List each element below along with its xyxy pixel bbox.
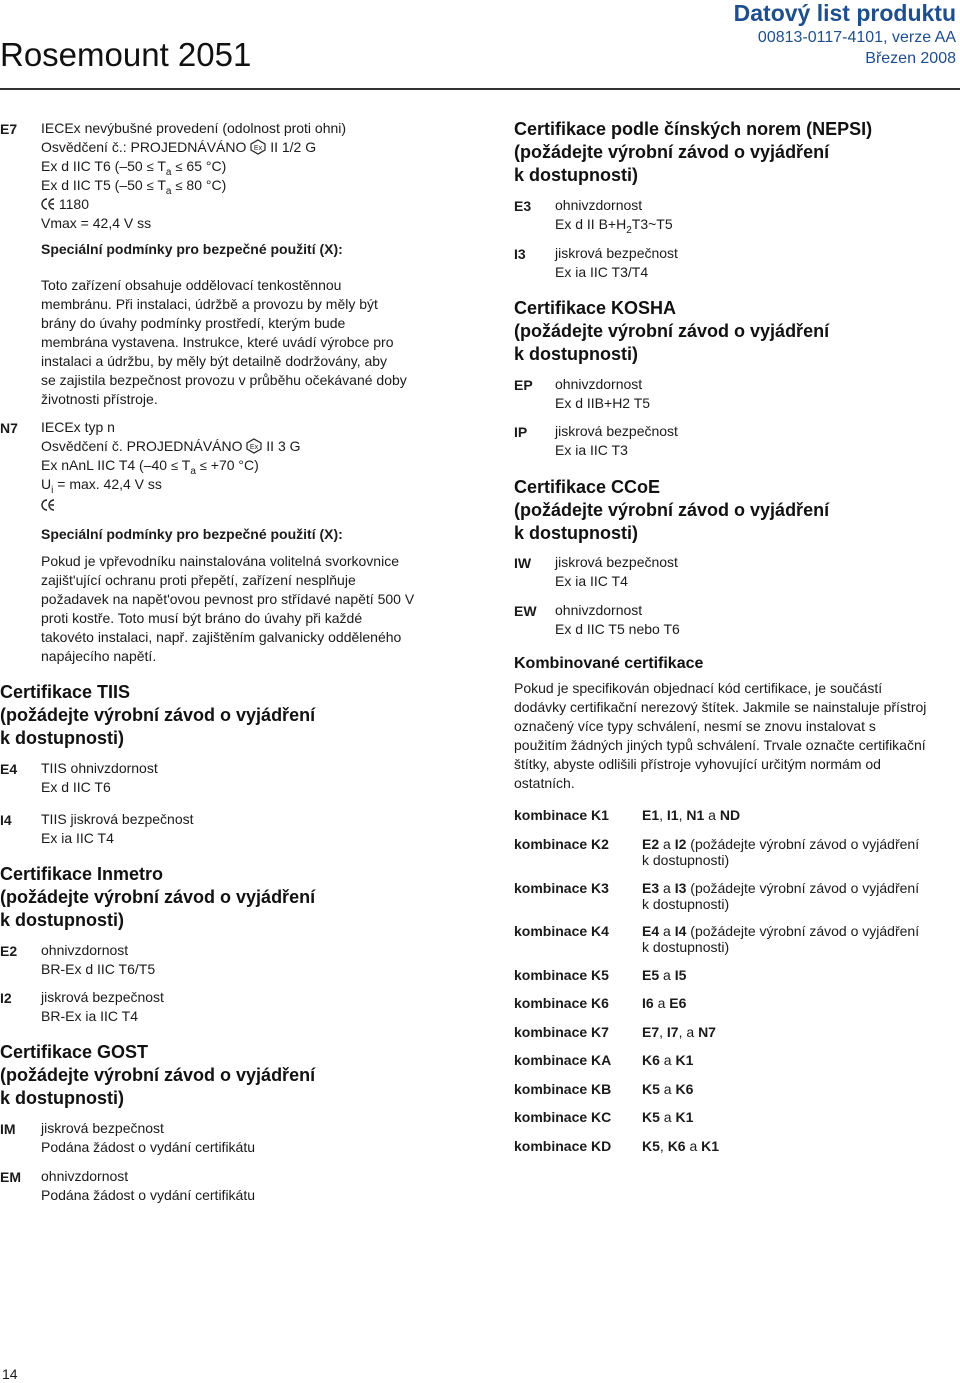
ce-mark-icon [41, 198, 55, 210]
n7-line4: $U_i = \max$. 42,4 V ss [41, 476, 162, 496]
combined-para-4: použitím žádných jiných typů schválení. Trvale označte certifikační [514, 737, 926, 753]
header-rule [0, 88, 960, 90]
combined-para-2: dodávky certifikační nerezový štítek. Jakmile se nainstaluje přístroj [514, 699, 927, 715]
code-e4: E4 [0, 761, 18, 777]
combo-key-kb: kombinace KB [514, 1081, 612, 1097]
ex-mark-icon [250, 139, 266, 155]
i3-line2: Ex ia IIC T3/T4 [555, 264, 649, 280]
e7-para-7: životnosti přístroje. [41, 391, 158, 407]
ep-line1: ohnivzdornost [555, 376, 643, 392]
n7-para-6: napájecího napětí. [41, 648, 157, 664]
n7-para-2: zajišt'ující ochranu proti přepětí, zařízení nesplňuje [41, 572, 356, 588]
gost-heading-3: k dostupnosti) [0, 1088, 124, 1108]
code-i2: I2 [0, 990, 12, 1006]
gost-heading-1: Certifikace GOST [0, 1042, 149, 1062]
combo-value-k1: E1, I1, N1 a ND [642, 807, 741, 823]
e2-line1: ohnivzdornost [41, 942, 129, 958]
code-i3: I3 [514, 246, 526, 262]
le-symbol-icon: ≤ [170, 458, 179, 473]
combo-value-k7: E7, I7, a N7 [642, 1024, 716, 1040]
combo-note-k4: k dostupnosti) [642, 939, 730, 955]
e7-line6: Vmax = 42,4 V ss [41, 215, 152, 231]
combo-value-k3: E3 a I3 (požádejte výrobní závod o vyjádření [642, 880, 920, 896]
n7-para-4: proti kostře. Toto musí být bráno do úvahy při každé [41, 610, 363, 626]
nepsi-heading-1: Certifikace podle čínských norem (NEPSI) [514, 119, 873, 139]
i4-line2: Ex ia IIC T4 [41, 830, 114, 846]
svg-text:Ex: Ex [254, 145, 263, 152]
e3-line1: ohnivzdornost [555, 197, 643, 213]
ip-line2: Ex ia IIC T3 [555, 442, 628, 458]
code-i4: I4 [0, 812, 12, 828]
im-line1: jiskrová bezpečnost [41, 1120, 164, 1136]
i2-line1: jiskrová bezpečnost [41, 989, 164, 1005]
datasheet-title: Datový list produktu [733, 0, 956, 26]
code-e2: E2 [0, 943, 18, 959]
page-number: 14 [2, 1366, 18, 1382]
e7-line2: Osvědčení č.: PROJEDNÁVÁNO Ex II 1/2 G [41, 139, 317, 155]
combo-note-k2: k dostupnosti) [642, 852, 730, 868]
le-symbol-icon: ≤ [146, 159, 154, 174]
combined-para-5: štítky, abyste odlišili přístroje vyhovující určitým normám od [514, 756, 881, 772]
code-iw: IW [514, 555, 532, 571]
nepsi-heading-3: k dostupnosti) [514, 165, 638, 185]
n7-special-heading: Speciální podmínky pro bezpečné použití (X): [41, 526, 343, 542]
n7-line5 [41, 497, 55, 516]
e7-para-2: membránu. Při instalaci, údržbě a provozu by měly být [41, 296, 378, 312]
combo-key-k1: kombinace K1 [514, 807, 609, 823]
combo-value-kc: K5 a K1 [642, 1109, 694, 1125]
combo-key-k4: kombinace K4 [514, 923, 609, 939]
le-symbol-icon: ≤ [175, 178, 183, 193]
ce-mark-icon [41, 499, 55, 511]
combo-value-ka: K6 a K1 [642, 1052, 694, 1068]
code-ew: EW [514, 603, 537, 619]
combo-value-kd: K5, K6 a K1 [642, 1138, 720, 1154]
n7-para-1: Pokud je vpřevodníku nainstalována volitelná svorkovnice [41, 553, 399, 569]
combo-note-k3: k dostupnosti) [642, 896, 730, 912]
ew-line2: Ex d IIC T5 nebo T6 [555, 621, 680, 637]
combo-key-k3: kombinace K3 [514, 880, 609, 896]
ew-line1: ohnivzdornost [555, 602, 643, 618]
e7-line3: Ex d IIC T6 ($-50 \le T_a \le 65$ °C) [41, 158, 227, 178]
iw-line2: Ex ia IIC T4 [555, 573, 628, 589]
tiis-heading-3: k dostupnosti) [0, 728, 124, 748]
code-e7: E7 [0, 121, 18, 137]
e7-para-4: membrána vystavena. Instrukce, které uvádí výrobce pro [41, 334, 394, 350]
code-em: EM [0, 1169, 21, 1185]
le-symbol-icon: ≤ [146, 178, 154, 193]
combo-value-k2: E2 a I2 (požádejte výrobní závod o vyjádření [642, 836, 920, 852]
kosha-heading-2: (požádejte výrobní závod o vyjádření [514, 321, 830, 341]
e7-line4: Ex d IIC T5 ($-50 \le T_a \le 80$ °C) [41, 177, 227, 197]
ep-line2: Ex d IIB+H2 T5 [555, 395, 651, 411]
document-number: 00813-0117-4101, verze AA [757, 29, 956, 46]
e7-line1: IECEx nevýbušné provedení (odolnost proti ohni) [41, 120, 347, 136]
combo-value-k5: E5 a I5 [642, 967, 687, 983]
combo-value-k4: E4 a I4 (požádejte výrobní závod o vyjádření [642, 923, 920, 939]
n7-para-5: takovéto instalaci, např. zajištěním galvanicky odděleného [41, 629, 402, 645]
kosha-heading-3: k dostupnosti) [514, 344, 638, 364]
iw-line1: jiskrová bezpečnost [555, 554, 678, 570]
em-line2: Podána žádost o vydání certifikátu [41, 1187, 256, 1203]
code-n7: N7 [0, 420, 18, 436]
e7-para-1: Toto zařízení obsahuje oddělovací tenkostěnnou [41, 277, 342, 293]
gost-heading-2: (požádejte výrobní závod o vyjádření [0, 1065, 316, 1085]
em-line1: ohnivzdornost [41, 1168, 129, 1184]
le-symbol-icon: ≤ [175, 159, 183, 174]
i2-line2: BR-Ex ia IIC T4 [41, 1008, 138, 1024]
document-date: Březen 2008 [865, 50, 956, 67]
ip-line1: jiskrová bezpečnost [555, 423, 678, 439]
im-line2: Podána žádost o vydání certifikátu [41, 1139, 256, 1155]
svg-text:Ex: Ex [250, 444, 259, 451]
combo-value-k6: I6 a E6 [642, 995, 687, 1011]
inmetro-heading-2: (požádejte výrobní závod o vyjádření [0, 887, 316, 907]
combo-key-k5: kombinace K5 [514, 967, 609, 983]
code-ep: EP [514, 377, 533, 393]
i4-line1: TIIS jiskrová bezpečnost [41, 811, 194, 827]
combo-key-ka: kombinace KA [514, 1052, 612, 1068]
inmetro-heading-1: Certifikace Inmetro [0, 864, 164, 884]
combined-para-3: označený více typy schválení, nesmí se znovu instalovat s [514, 718, 876, 734]
tiis-heading-1: Certifikace TIIS [0, 682, 131, 702]
ccoe-heading-2: (požádejte výrobní závod o vyjádření [514, 500, 830, 520]
combo-key-kc: kombinace KC [514, 1109, 612, 1125]
combined-para-1: Pokud je specifikován objednací kód certifikace, je součástí [514, 680, 883, 696]
kosha-heading-1: Certifikace KOSHA [514, 298, 677, 318]
le-symbol-icon: ≤ [199, 458, 207, 473]
e2-line2: BR-Ex d IIC T6/T5 [41, 961, 156, 977]
e7-para-5: instalaci a údržbu, by měly být detailně dodržovány, aby [41, 353, 388, 369]
n7-line3: Ex nAnL IIC T4 ($-40 \le T_a \le +70$ °C) [41, 457, 259, 477]
e4-line1: TIIS ohnivzdornost [41, 760, 158, 776]
ccoe-heading-1: Certifikace CCoE [514, 477, 661, 497]
ex-mark-icon [246, 438, 262, 454]
combo-key-k2: kombinace K2 [514, 836, 609, 852]
code-e3: E3 [514, 198, 532, 214]
combo-key-kd: kombinace KD [514, 1138, 612, 1154]
tiis-heading-2: (požádejte výrobní závod o vyjádření [0, 705, 316, 725]
n7-line2: Osvědčení č. PROJEDNÁVÁNO Ex II 3 G [41, 438, 301, 454]
brand-title: Rosemount 2051 [0, 36, 252, 73]
combined-heading: Kombinované certifikace [514, 655, 704, 672]
inmetro-heading-3: k dostupnosti) [0, 910, 124, 930]
combined-para-6: ostatních. [514, 775, 575, 791]
e7-line5: 1180 [41, 195, 89, 214]
nepsi-heading-2: (požádejte výrobní závod o vyjádření [514, 142, 830, 162]
i3-line1: jiskrová bezpečnost [555, 245, 678, 261]
e7-special-heading: Speciální podmínky pro bezpečné použití (X): [41, 241, 343, 257]
e3-line2: Ex d II $B+H_2T3\sim T5$ [555, 216, 673, 236]
n7-line1: IECEx typ n [41, 419, 115, 435]
code-im: IM [0, 1121, 16, 1137]
combo-key-k6: kombinace K6 [514, 995, 609, 1011]
e7-para-6: se zajistila bezpečnost provozu v průběhu očekávané doby [41, 372, 407, 388]
code-ip: IP [514, 424, 528, 440]
e4-line2: Ex d IIC T6 [41, 779, 111, 795]
combo-value-kb: K5 a K6 [642, 1081, 694, 1097]
ccoe-heading-3: k dostupnosti) [514, 523, 638, 543]
n7-para-3: požadavek na napět'ovou pevnost pro střídavé napětí 500 V [41, 591, 415, 607]
combo-key-k7: kombinace K7 [514, 1024, 609, 1040]
e7-para-3: brány do úvahy podmínky prostředí, kterým bude [41, 315, 346, 331]
